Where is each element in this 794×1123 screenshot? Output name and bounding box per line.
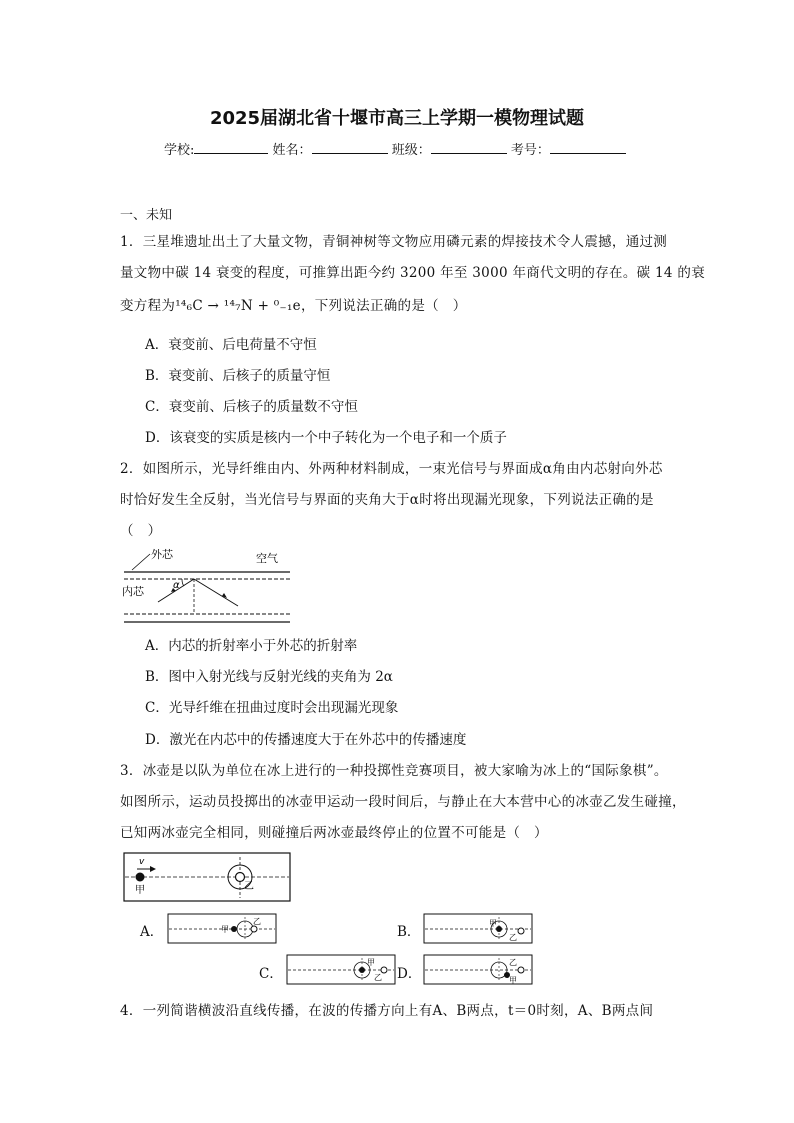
angle-arc [182, 579, 184, 586]
q1-line3 [120, 294, 467, 314]
outer-leader-line [132, 554, 150, 570]
q2-option-d: D．激光在内芯中的传播速度大于在外芯中的传播速度 [145, 732, 467, 748]
reflected-ray [194, 579, 238, 606]
stone-jia [359, 967, 365, 973]
stone-jia-label: 甲 [367, 958, 375, 967]
q3-option-a-label: A． [140, 924, 164, 940]
stone-yi [251, 926, 257, 932]
stone-jia-label: 甲 [489, 919, 497, 928]
section-heading: 一、未知 [120, 208, 173, 223]
decay-equation: ¹⁴₆C → ¹⁴₇N + ⁰₋₁e [175, 298, 301, 314]
q2-option-b: B．图中入射光线与反射光线的夹角为 2α [145, 669, 393, 685]
stone-jia-label: 甲 [221, 925, 229, 934]
id-label: 考号： [510, 143, 550, 158]
q2-line2: 时恰好发生全反射，当光信号与界面的夹角大于α时将出现漏光现象，下列说法正确的是 [120, 492, 654, 508]
q1-option-c: C．衰变前、后核子的质量数不守恒 [145, 399, 358, 415]
q1-option-a: A．衰变前、后电荷量不守恒 [145, 337, 317, 353]
stone-jia [136, 873, 145, 882]
outer-core-label: 外芯 [151, 548, 173, 561]
stone-yi [518, 967, 524, 973]
stone-yi-label: 乙 [253, 917, 261, 926]
q3-line3: 已知两冰壶完全相同，则碰撞后两冰壶最终停止的位置不可能是（ ） [120, 825, 548, 841]
student-info-line [164, 139, 626, 158]
q3-option-b-label: B． [397, 924, 421, 940]
name-blank [312, 141, 388, 154]
q1-option-b: B．衰变前、后核子的质量守恒 [145, 368, 331, 384]
class-blank [431, 141, 507, 154]
q3-option-c-label: C． [259, 966, 283, 982]
stone-yi-label: 乙 [244, 881, 254, 892]
id-blank [550, 141, 626, 154]
q3-option-b-figure [423, 913, 535, 945]
name-label: 姓名： [272, 143, 312, 158]
q1-line1: 1．三星堆遗址出土了大量文物，青铜神树等文物应用磷元素的焊接技术令人震撼，通过测 [120, 234, 668, 250]
q1-option-d: D．该衰变的实质是核内一个中子转化为一个电子和一个质子 [145, 430, 507, 446]
q3-option-c-figure [286, 954, 398, 986]
inner-core-label: 内芯 [122, 585, 144, 598]
class-label: 班级： [391, 143, 431, 158]
stone-jia-label: 甲 [135, 885, 145, 896]
q2-option-a: A．内芯的折射率小于外芯的折射率 [145, 638, 358, 654]
stone-yi-label: 乙 [509, 933, 517, 942]
q1-line2: 量文物中碳 14 衰变的程度，可推算出距今约 3200 年至 3000 年商代文明的存在。碳 14 的衰 [120, 265, 705, 281]
q2-line3: （ ） [120, 523, 162, 539]
stone-yi-label: 乙 [509, 958, 517, 967]
velocity-arrow-head [150, 866, 156, 872]
optical-fiber-figure [118, 546, 298, 628]
velocity-label: v [139, 857, 145, 867]
q3-line1: 3．冰壶是以队为单位在冰上进行的一种投掷性竞赛项目，被大家喻为冰上的“国际象棋”。 [120, 763, 668, 779]
q3-line2: 如图所示，运动员投掷出的冰壶甲运动一段时间后，与静止在大本营中心的冰壶乙发生碰撞， [120, 794, 686, 810]
stone-jia-label: 甲 [509, 976, 517, 985]
page-title: 2025届湖北省十堰市高三上学期一模物理试题 [209, 108, 585, 129]
q4-line1: 4．一列简谐横波沿直线传播，在波的传播方向上有A、B两点，t＝0时刻，A、B两点间 [120, 1003, 654, 1019]
school-label: 学校: [164, 143, 195, 158]
air-label: 空气 [256, 552, 278, 565]
stone-yi [518, 928, 524, 934]
q1-line3-pre: 变方程为 [120, 298, 176, 314]
q3-option-d-figure [423, 954, 535, 986]
q3-option-d-label: D． [397, 966, 422, 982]
school-blank [194, 141, 268, 154]
curling-main-figure [123, 852, 293, 904]
q2-line1: 2．如图所示，光导纤维由内、外两种材料制成，一束光信号与界面成α角由内芯射向外芯 [120, 461, 663, 477]
stone-jia [231, 926, 237, 932]
alpha-label: α [173, 580, 180, 591]
q2-option-c: C．光导纤维在扭曲过度时会出现漏光现象 [145, 700, 399, 716]
stone-yi-label: 乙 [374, 973, 382, 982]
q1-line3-post: ，下列说法正确的是（ ） [300, 298, 467, 314]
q3-option-a-figure [167, 913, 279, 945]
